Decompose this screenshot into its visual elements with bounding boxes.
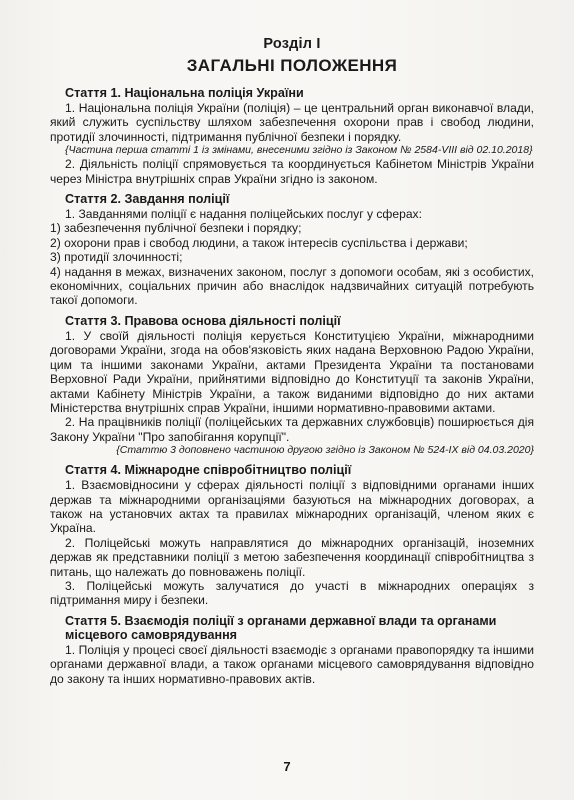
list-item: 2) охорони прав і свобод людини, а також інтересів суспільства і держави; bbox=[50, 235, 468, 250]
page-number: 7 bbox=[283, 759, 291, 774]
article-paragraph: 2. Діяльність поліції спрямовується та координується Кабінетом Міністрів України через Міністра внутрішніх справ України згідно із законом. bbox=[50, 157, 534, 186]
article-title: Стаття 5. Взаємодія поліції з органами державної влади та органами місцевого самоврядування bbox=[65, 613, 497, 642]
article-3 bbox=[50, 314, 534, 457]
section-title: ЗАГАЛЬНІ ПОЛОЖЕННЯ bbox=[186, 56, 398, 75]
article-5 bbox=[50, 614, 534, 686]
article-4 bbox=[50, 463, 534, 608]
article-title: Стаття 1. Національна поліція України bbox=[65, 86, 304, 100]
article-paragraph: 1. Взаємовідносини у сферах діяльності поліції з відповідними органами інших держав та міжнародними організаціями базуються на міжнародних договорах, а також на установчих актах та правилах міжнародних організацій, членом яких є Україна. bbox=[50, 478, 534, 536]
list-item: 1) забезпечення публічної безпеки і порядку; bbox=[50, 221, 302, 236]
article-paragraph: 3. Поліцейські можуть залучатися до участі в міжнародних операціях з підтримання миру і безпеки. bbox=[50, 578, 534, 608]
article-2 bbox=[50, 192, 534, 308]
list-item: 3) протидії злочинності; bbox=[50, 250, 183, 265]
article-paragraph: 1. Національна поліція України (поліція) – це центральний орган виконавчої влади, який служить суспільству шляхом забезпечення охорони прав і свобод людини, протидії злочинності, підтримання публічної безпеки і порядку. bbox=[50, 101, 534, 144]
list-item: 4) надання в межах, визначених законом, послуг з допомоги особам, які з особистих, економічних, соціальних причин або внаслідок надзвичайних ситуацій потребують такої допомоги. bbox=[50, 264, 534, 308]
article-paragraph: 1. Поліція у процесі своєї діяльності взаємодіє з органами правопорядку та іншими органами державної влади, а також органами місцевого самоврядування відповідно до закону та інших нормативно-правових актів. bbox=[50, 642, 534, 686]
article-paragraph: 1. Завданнями поліції є надання поліцейських послуг у сферах: bbox=[65, 207, 422, 222]
article-title: Стаття 2. Завдання поліції bbox=[65, 192, 230, 207]
article-title: Стаття 4. Міжнародне співробітництво поліції bbox=[65, 463, 352, 478]
amendment-note: {Частина перша статті 1 із змінами, внесеними згідно із Законом № 2584-VIII від 02.10.2018} bbox=[65, 144, 533, 157]
article-title: Стаття 3. Правова основа діяльності поліції bbox=[65, 313, 341, 328]
part-title: Розділ I bbox=[263, 36, 321, 52]
article-1 bbox=[50, 86, 534, 186]
article-paragraph: 2. Поліцейські можуть направлятися до міжнародних організацій, іноземних держав як представники поліції з метою забезпечення координації співробітництва з питань, що належать до повноважень поліції. bbox=[50, 535, 534, 579]
amendment-note: {Статтю 3 доповнено частиною другою згідно із Законом № 524-IX від 04.03.2020} bbox=[116, 444, 534, 457]
article-paragraph: 2. На працівників поліції (поліцейських та державних службовців) поширюється дія Закону України "Про запобігання корупції". bbox=[50, 415, 534, 444]
article-paragraph: 1. У своїй діяльності поліція керується Конституцією України, міжнародними договорами України, згода на обов'язковість яких надана Верховною Радою України, цим та іншими законами України, актами Президента України та постановами Верховної Ради України, прийнятими відповідно до Конституції та законів України, актами Кабінету Міністрів України, а також виданими відповідно до них актами Міністерства внутрішніх справ України, іншими нормативно-правовими актами. bbox=[50, 328, 534, 415]
